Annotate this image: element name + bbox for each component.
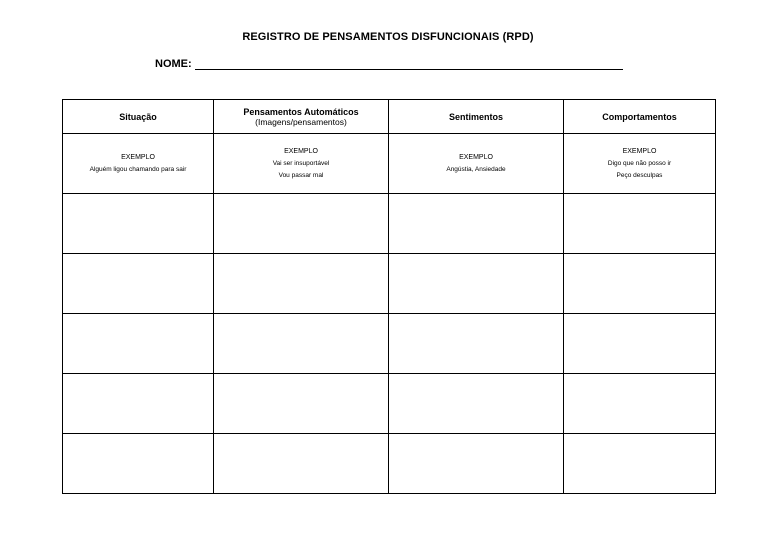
example-text: Peço desculpas	[616, 171, 663, 179]
header-situacao	[63, 100, 214, 134]
name-input-line[interactable]	[195, 58, 623, 70]
name-label: NOME:	[155, 58, 192, 70]
example-cell-comportamentos	[564, 134, 716, 194]
blank-row	[63, 434, 716, 494]
blank-cell-sentimentos[interactable]	[389, 434, 564, 494]
example-cell-pensamentos	[214, 134, 389, 194]
blank-cell-sentimentos[interactable]	[389, 194, 564, 254]
blank-row	[63, 374, 716, 434]
example-title: EXEMPLO	[459, 153, 493, 161]
rpd-table	[62, 99, 716, 494]
header-label: Pensamentos Automáticos	[243, 106, 359, 117]
example-title: EXEMPLO	[121, 153, 155, 161]
example-text: Angústia, Ansiedade	[446, 165, 506, 173]
example-title: EXEMPLO	[622, 147, 657, 155]
header-sublabel: (Imagens/pensamentos)	[255, 116, 347, 127]
blank-cell-pensamentos[interactable]	[214, 194, 389, 254]
blank-cell-situacao[interactable]	[63, 374, 214, 434]
example-title: EXEMPLO	[284, 147, 318, 155]
example-text: Alguém ligou chamando para sair	[89, 165, 187, 173]
example-row	[63, 134, 716, 194]
blank-row	[63, 254, 716, 314]
example-text: Vou passar mal	[278, 171, 324, 179]
blank-row	[63, 314, 716, 374]
example-text: Vai ser insuportável	[272, 159, 330, 167]
blank-cell-situacao[interactable]	[63, 194, 214, 254]
blank-cell-comportamentos[interactable]	[564, 314, 716, 374]
example-text: Digo que não posso ir	[607, 159, 672, 167]
header-pensamentos-automaticos	[214, 100, 389, 134]
blank-cell-comportamentos[interactable]	[564, 194, 716, 254]
blank-cell-pensamentos[interactable]	[214, 314, 389, 374]
header-row	[63, 100, 716, 134]
blank-cell-comportamentos[interactable]	[564, 374, 716, 434]
blank-cell-situacao[interactable]	[63, 254, 214, 314]
blank-cell-comportamentos[interactable]	[564, 254, 716, 314]
blank-cell-situacao[interactable]	[63, 314, 214, 374]
example-cell-sentimentos	[389, 134, 564, 194]
blank-cell-pensamentos[interactable]	[214, 254, 389, 314]
header-sentimentos	[389, 100, 564, 134]
blank-cell-pensamentos[interactable]	[214, 434, 389, 494]
example-cell-situacao	[63, 134, 214, 194]
header-comportamentos	[564, 100, 716, 134]
header-label: Sentimentos	[448, 111, 503, 122]
blank-cell-comportamentos[interactable]	[564, 434, 716, 494]
blank-row	[63, 194, 716, 254]
blank-cell-sentimentos[interactable]	[389, 374, 564, 434]
blank-cell-situacao[interactable]	[63, 434, 214, 494]
blank-cell-sentimentos[interactable]	[389, 314, 564, 374]
blank-cell-pensamentos[interactable]	[214, 374, 389, 434]
document-title: REGISTRO DE PENSAMENTOS DISFUNCIONAIS (RPD)	[242, 31, 534, 43]
blank-cell-sentimentos[interactable]	[389, 254, 564, 314]
name-field-row	[155, 58, 623, 70]
header-label: Comportamentos	[602, 111, 677, 122]
header-label: Situação	[119, 111, 157, 122]
